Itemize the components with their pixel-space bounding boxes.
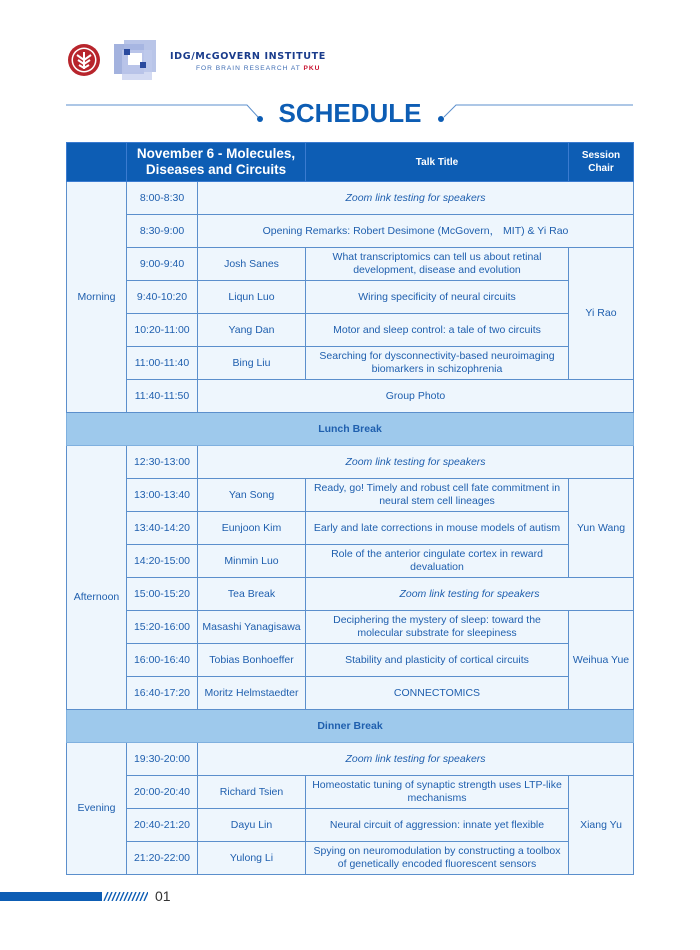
- talk-title-cell: Deciphering the mystery of sleep: toward the molecular substrate for sleepiness: [306, 611, 569, 644]
- dinner-break-cell: Dinner Break: [67, 710, 634, 743]
- period-afternoon: Afternoon: [67, 446, 127, 710]
- event-cell: Zoom link testing for speakers: [198, 182, 634, 215]
- lunch-break-cell: Lunch Break: [67, 413, 634, 446]
- talk-title-cell: Early and late corrections in mouse models of autism: [306, 512, 569, 545]
- table-row: [67, 644, 634, 677]
- header-period: [67, 143, 127, 182]
- header-session-chair: Session Chair: [569, 143, 634, 182]
- institute-subtitle-text: FOR BRAIN RESEARCH AT: [196, 65, 301, 72]
- peking-university-seal-icon: [67, 43, 101, 77]
- talk-title-cell: CONNECTOMICS: [306, 677, 569, 710]
- time-cell: 13:00-13:40: [127, 479, 198, 512]
- schedule-title-banner: [0, 90, 700, 140]
- table-row: [67, 281, 634, 314]
- table-row: [67, 446, 634, 479]
- event-cell: Zoom link testing for speakers: [306, 578, 634, 611]
- event-cell: Opening Remarks: Robert Desimone (McGovern， MIT) & Yi Rao: [198, 215, 634, 248]
- table-row: [67, 578, 634, 611]
- time-cell: 20:00-20:40: [127, 776, 198, 809]
- event-cell: Zoom link testing for speakers: [198, 446, 634, 479]
- table-row: [67, 248, 634, 281]
- speaker-cell: Richard Tsien: [198, 776, 306, 809]
- table-row: [67, 743, 634, 776]
- header-day: November 6 - Molecules, Diseases and Circuits: [127, 143, 306, 182]
- table-row: [67, 314, 634, 347]
- table-row: [67, 842, 634, 875]
- speaker-cell: Moritz Helmstaedter: [198, 677, 306, 710]
- footer-stripes-icon: [102, 892, 148, 901]
- period-morning: Morning: [67, 182, 127, 413]
- chair-cell: Yi Rao: [569, 248, 634, 380]
- footer-bar: [0, 892, 102, 901]
- time-cell: 14:20-15:00: [127, 545, 198, 578]
- table-row: [67, 380, 634, 413]
- speaker-cell: Minmin Luo: [198, 545, 306, 578]
- time-cell: 15:00-15:20: [127, 578, 198, 611]
- talk-title-cell: Stability and plasticity of cortical circuits: [306, 644, 569, 677]
- time-cell: 9:00-9:40: [127, 248, 198, 281]
- break-row: [67, 710, 634, 743]
- institute-subtitle: [196, 65, 326, 72]
- talk-title-cell: Homeostatic tuning of synaptic strength uses LTP-like mechanisms: [306, 776, 569, 809]
- speaker-cell: Masashi Yanagisawa: [198, 611, 306, 644]
- time-cell: 16:40-17:20: [127, 677, 198, 710]
- period-evening: Evening: [67, 743, 127, 875]
- talk-title-cell: Spying on neuromodulation by constructing a toolbox of genetically encoded fluorescent sensors: [306, 842, 569, 875]
- table-row: [67, 545, 634, 578]
- talk-title-cell: Wiring specificity of neural circuits: [306, 281, 569, 314]
- time-cell: 10:20-11:00: [127, 314, 198, 347]
- talk-title-cell: Neural circuit of aggression: innate yet flexible: [306, 809, 569, 842]
- time-cell: 21:20-22:00: [127, 842, 198, 875]
- speaker-cell: Yan Song: [198, 479, 306, 512]
- talk-title-cell: Role of the anterior cingulate cortex in reward devaluation: [306, 545, 569, 578]
- chair-cell: Yun Wang: [569, 479, 634, 578]
- speaker-cell: Yulong Li: [198, 842, 306, 875]
- time-cell: 9:40-10:20: [127, 281, 198, 314]
- speaker-cell: Eunjoon Kim: [198, 512, 306, 545]
- talk-title-cell: Searching for dysconnectivity-based neuroimaging biomarkers in schizophrenia: [306, 347, 569, 380]
- mcgovern-logo-icon: [114, 40, 156, 80]
- speaker-cell: Bing Liu: [198, 347, 306, 380]
- speaker-cell: Tea Break: [198, 578, 306, 611]
- time-cell: 11:00-11:40: [127, 347, 198, 380]
- talk-title-cell: Motor and sleep control: a tale of two circuits: [306, 314, 569, 347]
- table-row: [67, 809, 634, 842]
- table-row: [67, 776, 634, 809]
- talk-title-cell: What transcriptomics can tell us about retinal development, disease and evolution: [306, 248, 569, 281]
- speaker-cell: Dayu Lin: [198, 809, 306, 842]
- speaker-cell: Liqun Luo: [198, 281, 306, 314]
- speaker-cell: Josh Sanes: [198, 248, 306, 281]
- table-row: [67, 479, 634, 512]
- event-cell: Zoom link testing for speakers: [198, 743, 634, 776]
- table-row: [67, 512, 634, 545]
- speaker-cell: Tobias Bonhoeffer: [198, 644, 306, 677]
- time-cell: 13:40-14:20: [127, 512, 198, 545]
- speaker-cell: Yang Dan: [198, 314, 306, 347]
- talk-title-cell: Ready, go! Timely and robust cell fate commitment in neural stem cell lineages: [306, 479, 569, 512]
- table-row: [67, 611, 634, 644]
- chair-cell: Weihua Yue: [569, 611, 634, 710]
- time-cell: 20:40-21:20: [127, 809, 198, 842]
- time-cell: 8:30-9:00: [127, 215, 198, 248]
- time-cell: 19:30-20:00: [127, 743, 198, 776]
- break-row: [67, 413, 634, 446]
- institute-subtitle-pku: PKU: [303, 65, 321, 72]
- table-row: [67, 182, 634, 215]
- time-cell: 15:20-16:00: [127, 611, 198, 644]
- institute-name: [170, 51, 326, 72]
- time-cell: 12:30-13:00: [127, 446, 198, 479]
- table-header-row: [67, 143, 634, 182]
- table-row: [67, 347, 634, 380]
- table-row: [67, 215, 634, 248]
- event-cell: Group Photo: [198, 380, 634, 413]
- time-cell: 16:00-16:40: [127, 644, 198, 677]
- header-talk-title: Talk Title: [306, 143, 569, 182]
- schedule-table: [66, 142, 634, 875]
- time-cell: 8:00-8:30: [127, 182, 198, 215]
- time-cell: 11:40-11:50: [127, 380, 198, 413]
- institute-title: IDG/McGOVERN INSTITUTE: [170, 51, 326, 62]
- page-title: SCHEDULE: [278, 98, 422, 128]
- chair-cell: Xiang Yu: [569, 776, 634, 875]
- page-number: 01: [155, 888, 171, 904]
- table-row: [67, 677, 634, 710]
